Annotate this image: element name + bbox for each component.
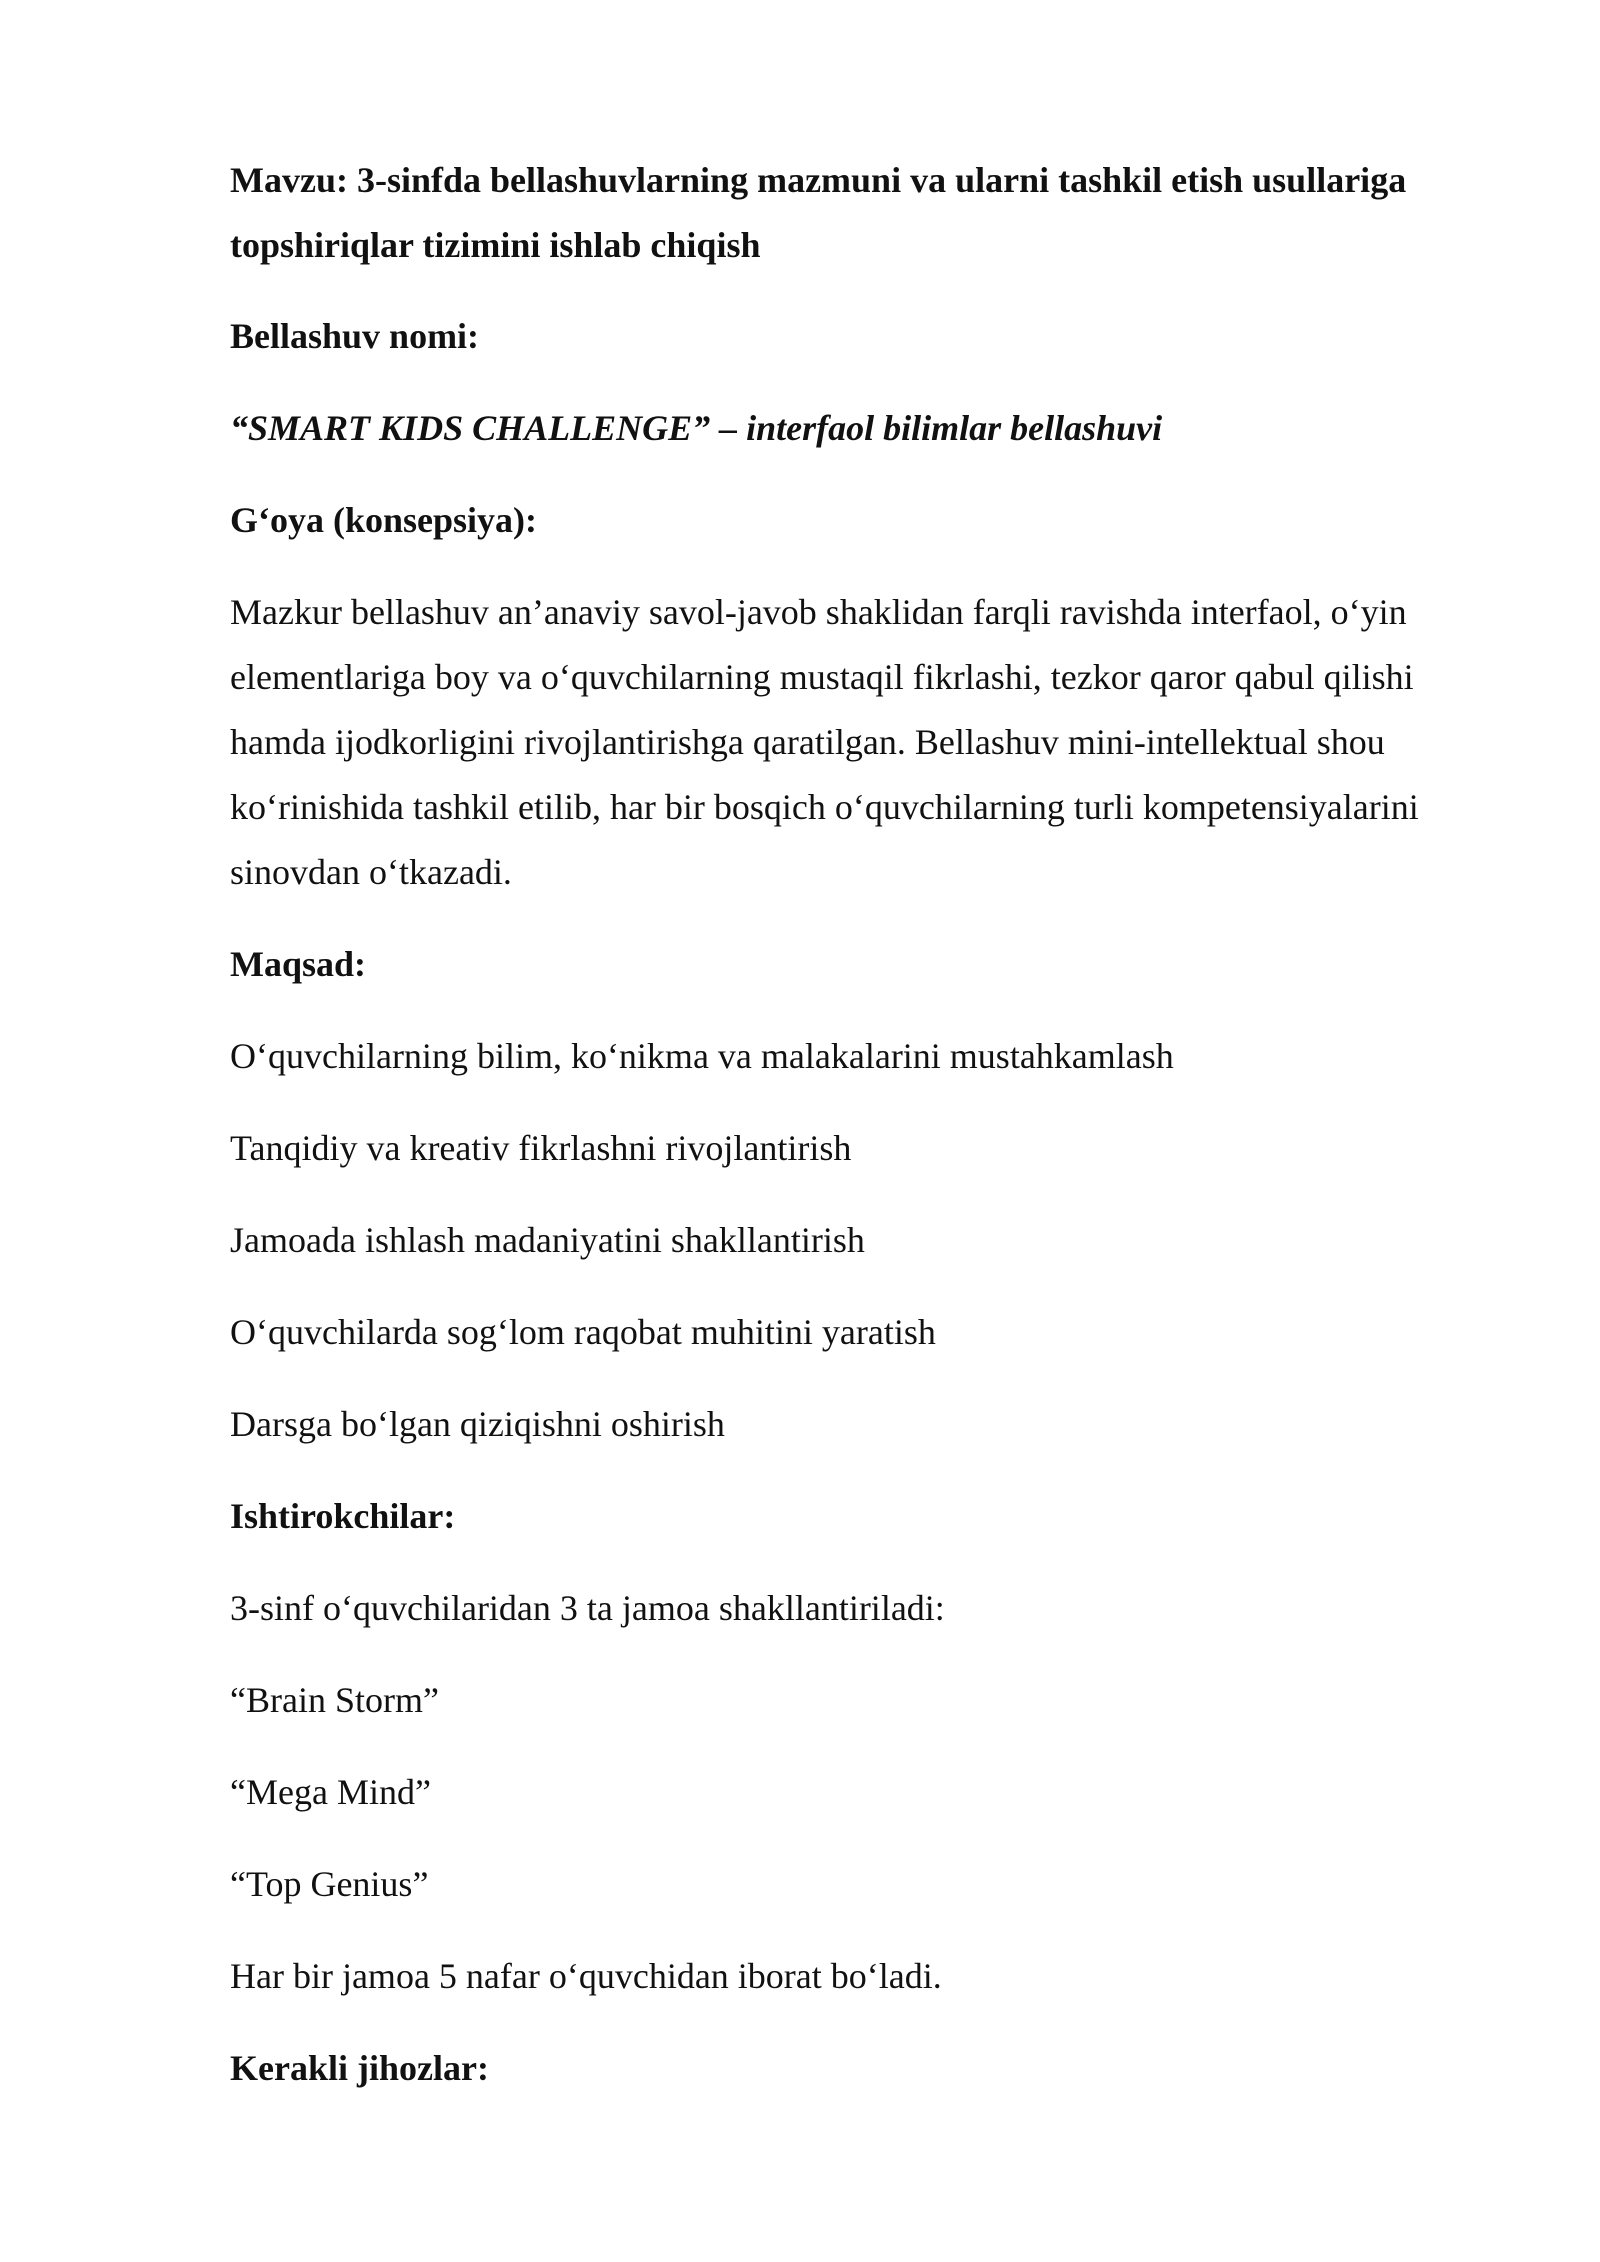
team-item: “Mega Mind” <box>230 1772 431 1812</box>
goal-item: O‘quvchilarda sog‘lom raqobat muhitini yaratish <box>230 1312 936 1352</box>
participants-heading: Ishtirokchilar: <box>230 1496 456 1536</box>
participants-intro: 3-sinf o‘quvchilaridan 3 ta jamoa shakllantiriladi: <box>230 1588 945 1628</box>
document-body <box>230 148 1490 2128</box>
team-item: “Top Genius” <box>230 1864 429 1904</box>
goal-item: Jamoada ishlash madaniyatini shakllantirish <box>230 1220 865 1260</box>
topic-heading: Mavzu: 3-sinfda bellashuvlarning mazmuni va ularni tashkil etish usullariga topshiriqlar tizimini ishlab chiqish <box>230 160 1407 265</box>
name-heading: Bellashuv nomi: <box>230 316 480 356</box>
equipment-heading: Kerakli jihozlar: <box>230 2048 489 2088</box>
team-item: “Brain Storm” <box>230 1680 439 1720</box>
concept-paragraph: Mazkur bellashuv an’anaviy savol-javob shaklidan farqli ravishda interfaol, o‘yin elementlariga boy va o‘quvchilarning mustaqil fikrlashi, tezkor qaror qabul qilishi hamda ijodkorligini rivojlantirishga qaratilgan. Bellashuv mini-intellektual shou ko‘rinishida tashkil etilib, har bir bosqich o‘quvchilarning turli kompetensiyalarini sinovdan o‘tkazadi. <box>230 592 1419 892</box>
concept-heading: G‘oya (konsepsiya): <box>230 500 538 540</box>
goal-item: Tanqidiy va kreativ fikrlashni rivojlantirish <box>230 1128 852 1168</box>
goal-item: Darsga bo‘lgan qiziqishni oshirish <box>230 1404 725 1444</box>
competition-name: “SMART KIDS CHALLENGE” – interfaol bilimlar bellashuvi <box>230 408 1163 448</box>
goal-heading: Maqsad: <box>230 944 367 984</box>
team-size-note: Har bir jamoa 5 nafar o‘quvchidan iborat bo‘ladi. <box>230 1956 942 1996</box>
goal-item: O‘quvchilarning bilim, ko‘nikma va malakalarini mustahkamlash <box>230 1036 1174 1076</box>
